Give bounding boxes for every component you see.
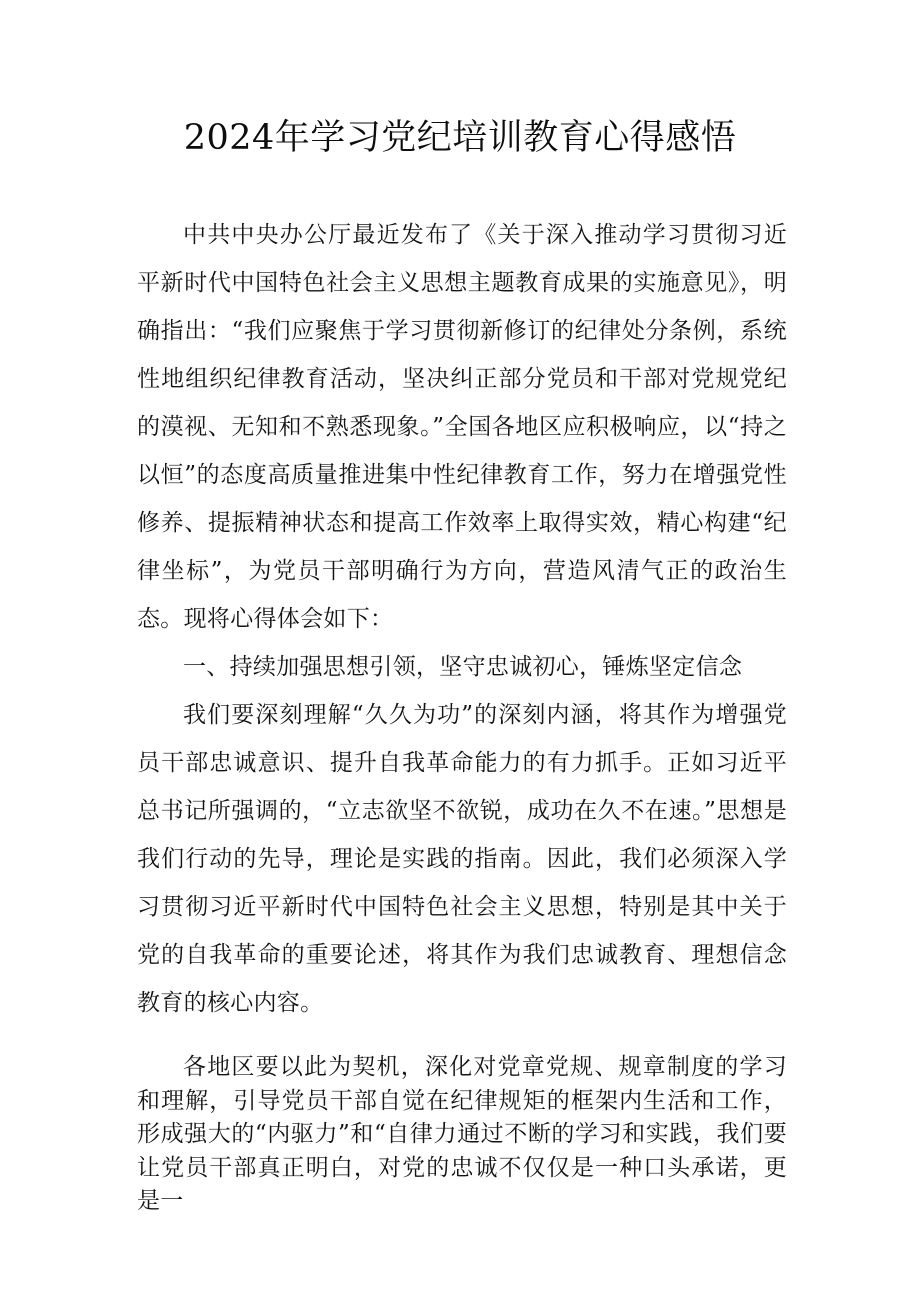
intro-paragraph: 中共中央办公厅最近发布了《关于深入推动学习贯彻习近平新时代中国特色社会主义思想主题教育成果的实施意见》，明确指出：“我们应聚焦于学习贯彻新修订的纪律处分条例，系统性地组织纪律教育活动，坚决纠正部分党员和干部对党规党纪的漠视、无知和不熟悉现象。”全国各地区应积极响应，以“持之以恒”的态度高质量推进集中性纪律教育工作，努力在增强党性修养、提振精神状态和提高工作效率上取得实效，精心构建“纪律坐标”，为党员干部明确行为方向，营造风清气正的政治生态。现将心得体会如下： bbox=[137, 222, 787, 632]
section1-paragraph-2: 各地区要以此为契机，深化对党章党规、规章制度的学习和理解，引导党员干部自觉在纪律规矩的框架内生活和工作，形成强大的“内驱力”和“自律力通过不断的学习和实践，我们要让党员干部真正明白，对党的忠诚不仅仅是一种口头承诺，更是一 bbox=[137, 1054, 787, 1214]
document-body bbox=[137, 211, 787, 1219]
section1-paragraph-1: 我们要深刻理解“久久为功”的深刻内涵，将其作为增强党员干部忠诚意识、提升自我革命能力的有力抓手。正如习近平总书记所强调的，“立志欲坚不欲锐，成功在久不在速。”思想是我们行动的先导，理论是实践的指南。因此，我们必须深入学习贯彻习近平新时代中国特色社会主义思想，特别是其中关于党的自我革命的重要论述，将其作为我们忠诚教育、理想信念教育的核心内容。 bbox=[137, 702, 787, 1016]
document-title: 2024年学习党纪培训教育心得感悟 bbox=[183, 118, 737, 158]
section-heading-1: 一、持续加强思想引领，坚守忠诚初心，锤炼坚定信念 bbox=[183, 654, 743, 680]
